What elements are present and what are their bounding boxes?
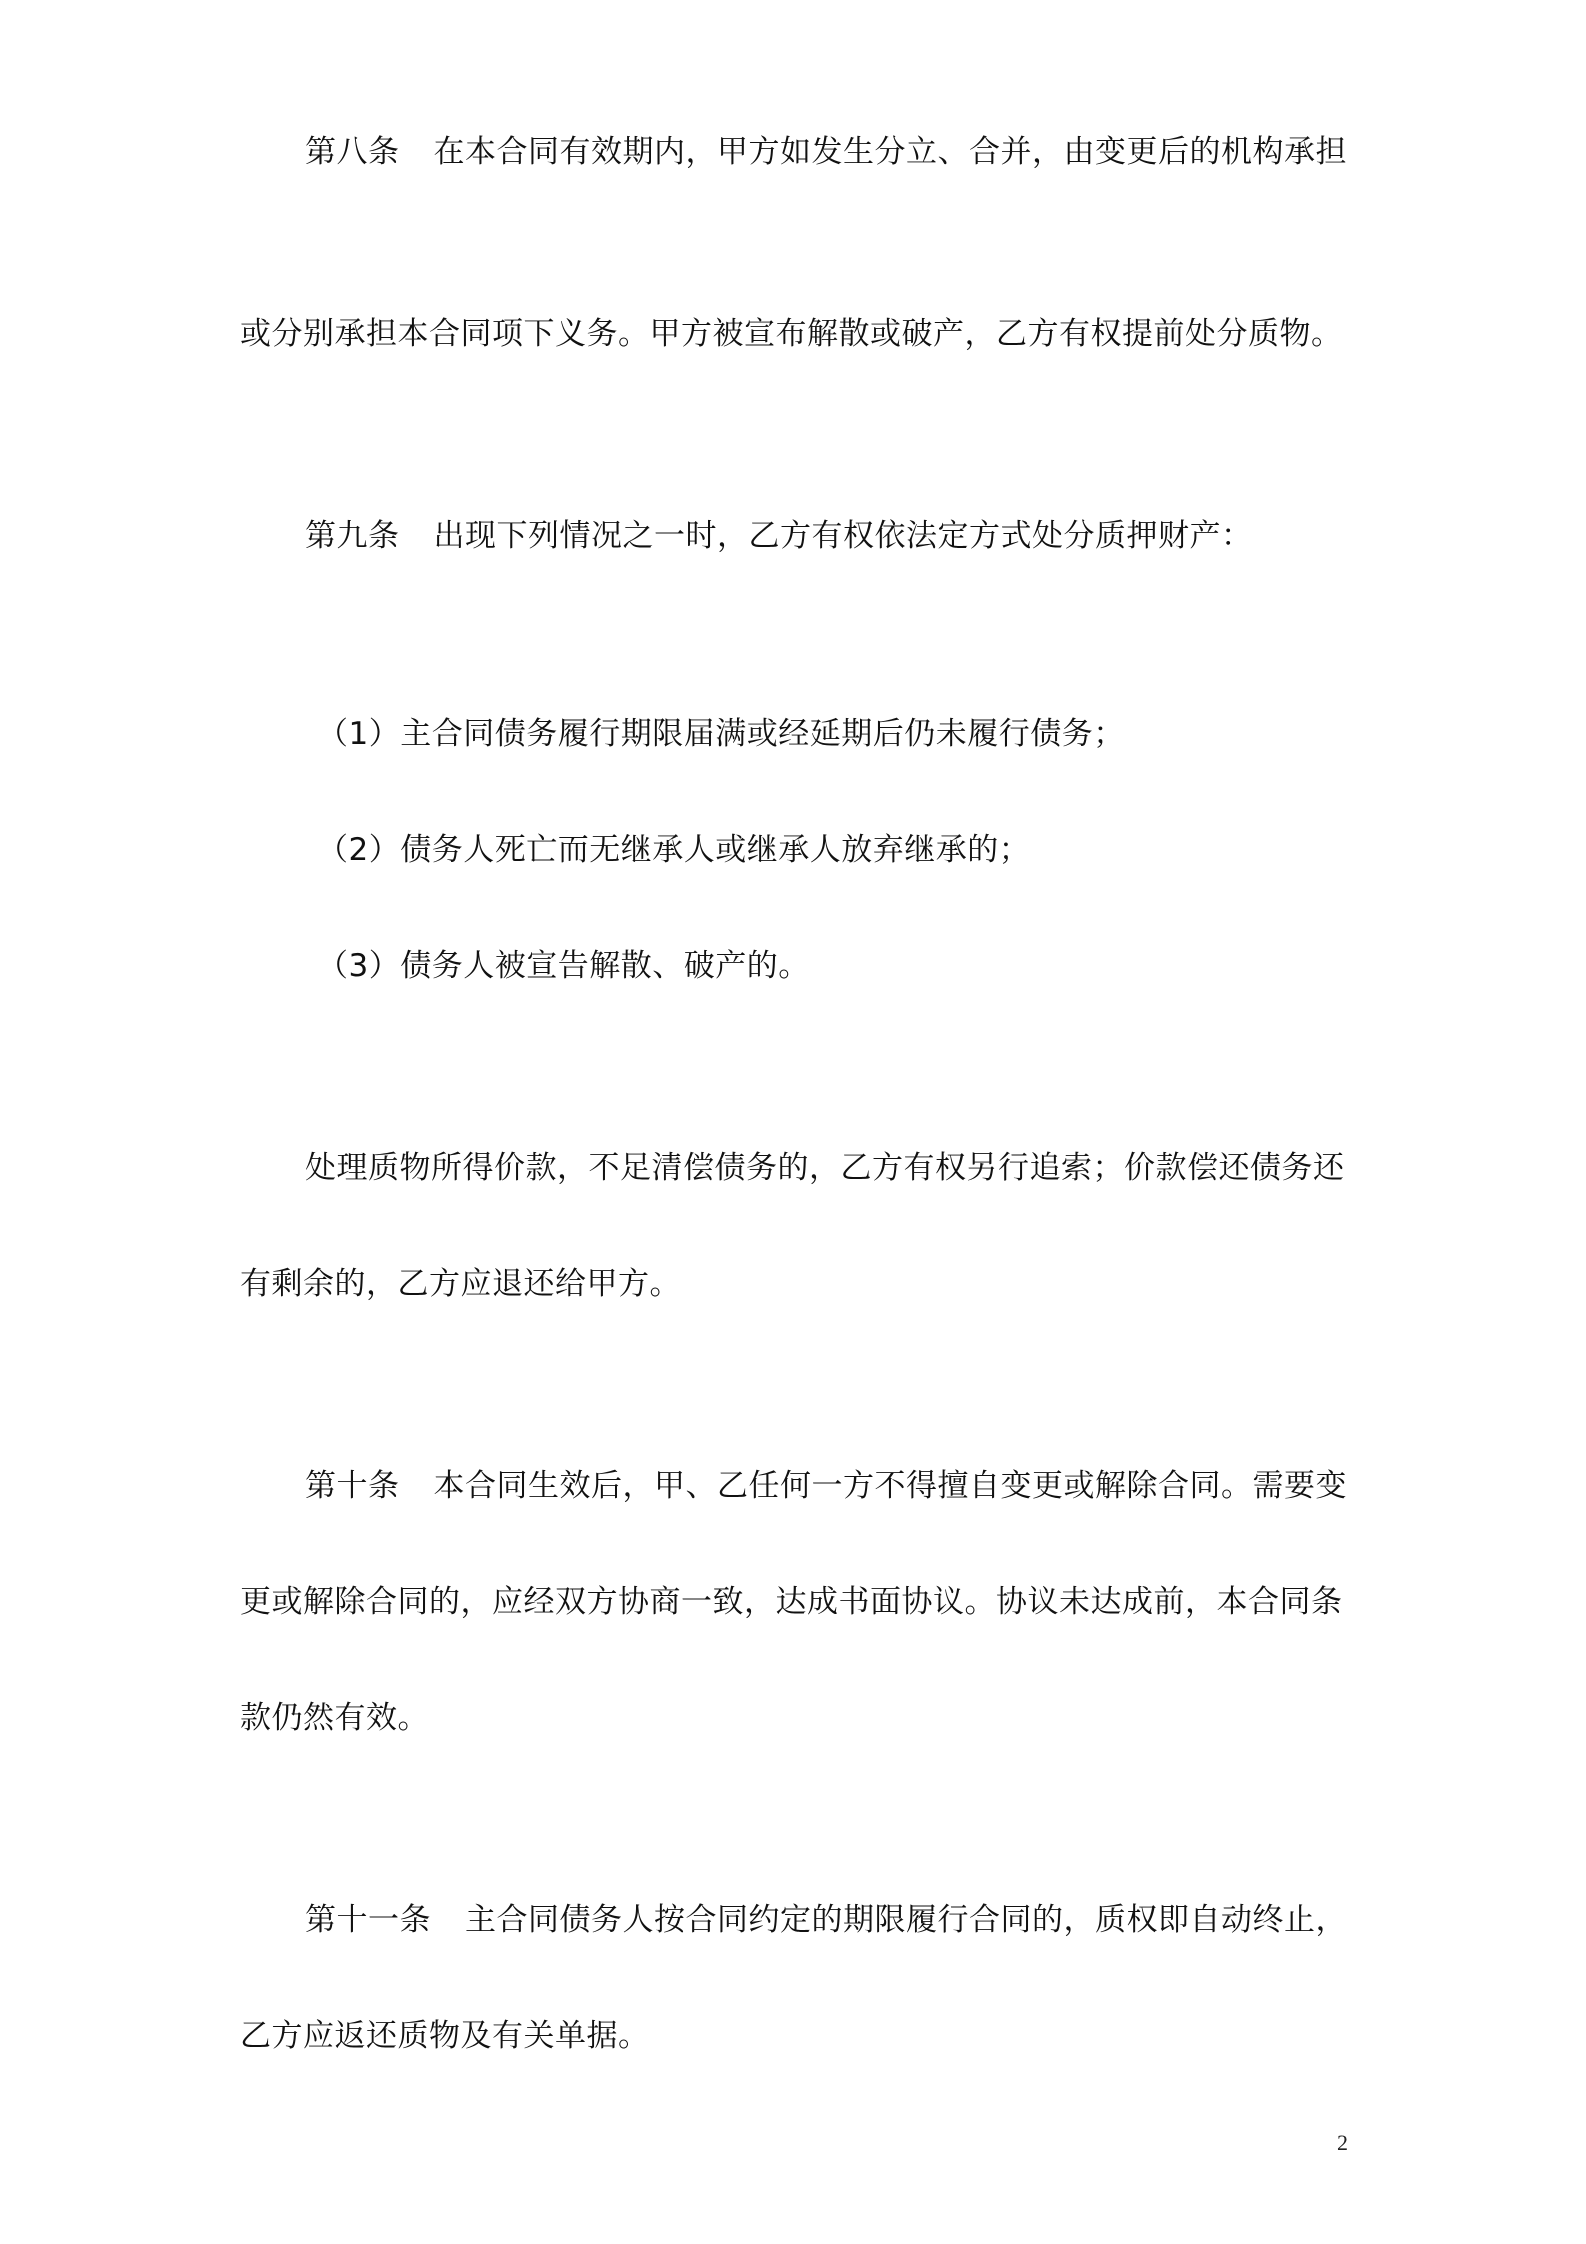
article-11-line-2: 乙方应返还质物及有关单据。 — [240, 2018, 650, 2054]
article-9-item-1: （1）主合同债务履行期限届满或经延期后仍未履行债务； — [317, 716, 1125, 752]
article-9-item-3: （3）债务人被宣告解散、破产的。 — [317, 948, 810, 984]
article-11-text-1: 主合同债务人按合同约定的期限履行合同的，质权即自动终止， — [465, 1902, 1347, 1938]
article-10-text-1: 本合同生效后，甲、乙任何一方不得擅自变更或解除合同。需要变 — [433, 1468, 1347, 1504]
article-8-line-1 — [305, 130, 1415, 174]
article-9-text-1: 出现下列情况之一时，乙方有权依法定方式处分质押财产： — [433, 518, 1253, 554]
article-9-item-2: （2）债务人死亡而无继承人或继承人放弃继承的； — [317, 832, 1031, 868]
article-10-label: 第十条 — [305, 1468, 400, 1504]
article-10-line-2: 更或解除合同的，应经双方协商一致，达成书面协议。协议未达成前，本合同条 — [240, 1584, 1343, 1620]
article-11-label: 第十一条 — [305, 1902, 431, 1938]
page-number: 2 — [1337, 2130, 1348, 2155]
article-8-text-1: 在本合同有效期内，甲方如发生分立、合并，由变更后的机构承担 — [433, 134, 1347, 170]
disposal-line-1: 处理质物所得价款，不足清偿债务的，乙方有权另行追索；价款偿还债务还 — [305, 1150, 1345, 1186]
article-10-line-3: 款仍然有效。 — [240, 1700, 429, 1736]
disposal-line-2: 有剩余的，乙方应退还给甲方。 — [240, 1266, 681, 1302]
article-9-line-1 — [305, 514, 1415, 558]
article-9-label: 第九条 — [305, 518, 400, 554]
article-8-line-2: 或分别承担本合同项下义务。甲方被宣布解散或破产，乙方有权提前处分质物。 — [240, 316, 1343, 352]
article-10-line-1 — [305, 1464, 1415, 1508]
article-11-line-1 — [305, 1898, 1415, 1942]
article-8-label: 第八条 — [305, 134, 400, 170]
